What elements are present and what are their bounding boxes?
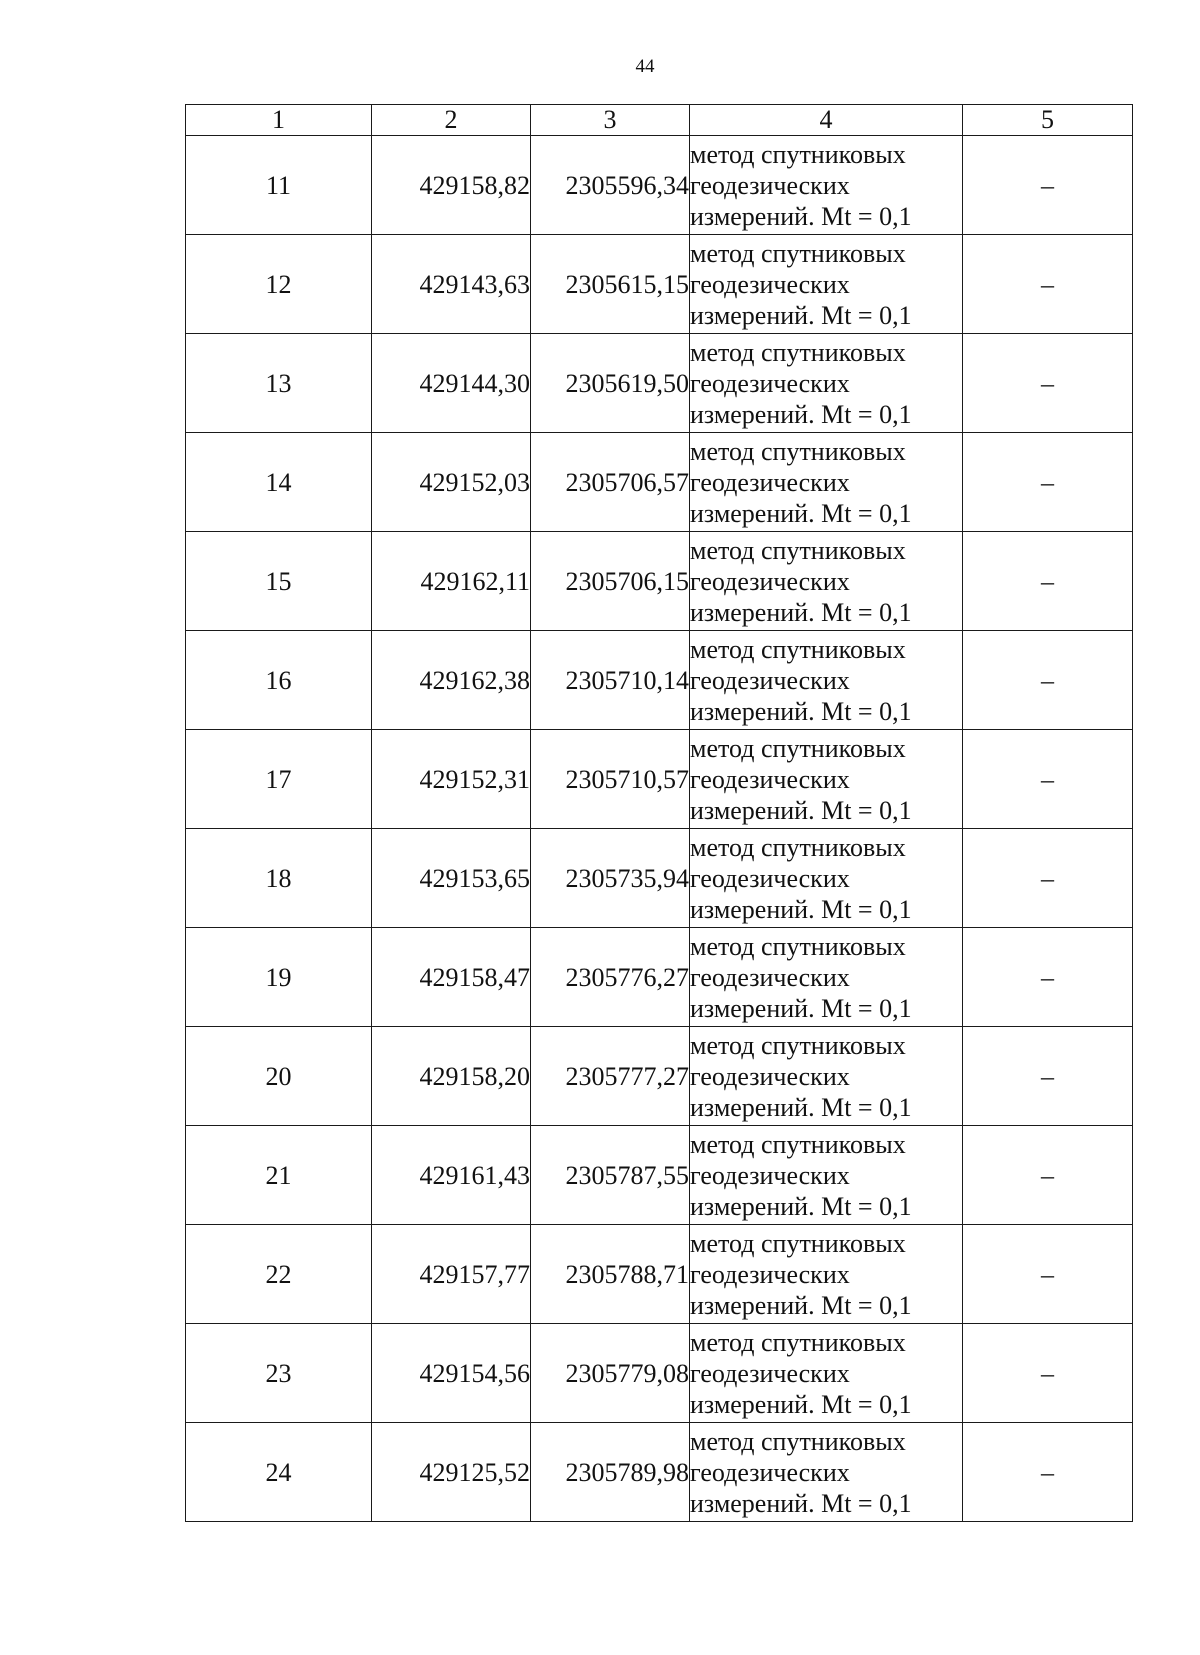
table-row [186, 532, 1133, 631]
table-row [186, 235, 1133, 334]
method-line: метод спутниковых [690, 634, 906, 664]
point-number-cell: 12 [186, 235, 372, 334]
coordinates-table [185, 104, 1133, 1522]
method-line: метод спутниковых [690, 832, 906, 862]
method-description-cell [690, 829, 963, 928]
method-line: геодезических [690, 665, 850, 695]
method-description-cell [690, 1324, 963, 1423]
y-coordinate-cell: 2305779,08 [531, 1324, 690, 1423]
y-coordinate-cell: 2305619,50 [531, 334, 690, 433]
y-coordinate-cell: 2305787,55 [531, 1126, 690, 1225]
note-cell: – [963, 532, 1133, 631]
method-line: измерений. Mt = 0,1 [690, 1290, 912, 1320]
method-line: метод спутниковых [690, 238, 906, 268]
method-line: измерений. Mt = 0,1 [690, 498, 912, 528]
x-coordinate-cell: 429162,11 [372, 532, 531, 631]
y-coordinate-cell: 2305596,34 [531, 136, 690, 235]
y-coordinate-cell: 2305788,71 [531, 1225, 690, 1324]
method-line: метод спутниковых [690, 931, 906, 961]
method-line: геодезических [690, 368, 850, 398]
column-header: 2 [372, 105, 531, 136]
table-row [186, 1324, 1133, 1423]
column-header: 3 [531, 105, 690, 136]
method-description-cell [690, 730, 963, 829]
method-line: геодезических [690, 1259, 850, 1289]
method-line: измерений. Mt = 0,1 [690, 696, 912, 726]
method-line: измерений. Mt = 0,1 [690, 597, 912, 627]
method-line: измерений. Mt = 0,1 [690, 993, 912, 1023]
method-line: геодезических [690, 1358, 850, 1388]
table-row [186, 631, 1133, 730]
method-description-cell [690, 433, 963, 532]
method-line: геодезических [690, 764, 850, 794]
method-line: геодезических [690, 269, 850, 299]
point-number-cell: 16 [186, 631, 372, 730]
y-coordinate-cell: 2305710,57 [531, 730, 690, 829]
method-line: метод спутниковых [690, 1030, 906, 1060]
column-header: 4 [690, 105, 963, 136]
note-cell: – [963, 136, 1133, 235]
method-line: измерений. Mt = 0,1 [690, 1092, 912, 1122]
method-line: метод спутниковых [690, 1228, 906, 1258]
note-cell: – [963, 1027, 1133, 1126]
point-number-cell: 14 [186, 433, 372, 532]
x-coordinate-cell: 429158,47 [372, 928, 531, 1027]
method-line: измерений. Mt = 0,1 [690, 399, 912, 429]
method-line: геодезических [690, 1457, 850, 1487]
x-coordinate-cell: 429143,63 [372, 235, 531, 334]
note-cell: – [963, 334, 1133, 433]
method-line: измерений. Mt = 0,1 [690, 894, 912, 924]
y-coordinate-cell: 2305615,15 [531, 235, 690, 334]
x-coordinate-cell: 429152,31 [372, 730, 531, 829]
method-line: метод спутниковых [690, 337, 906, 367]
note-cell: – [963, 928, 1133, 1027]
x-coordinate-cell: 429152,03 [372, 433, 531, 532]
method-line: геодезических [690, 1160, 850, 1190]
column-number-row [186, 105, 1133, 136]
method-description-cell [690, 334, 963, 433]
x-coordinate-cell: 429158,20 [372, 1027, 531, 1126]
x-coordinate-cell: 429125,52 [372, 1423, 531, 1522]
method-description-cell [690, 1027, 963, 1126]
x-coordinate-cell: 429157,77 [372, 1225, 531, 1324]
x-coordinate-cell: 429144,30 [372, 334, 531, 433]
table-row [186, 1423, 1133, 1522]
point-number-cell: 23 [186, 1324, 372, 1423]
table-row [186, 433, 1133, 532]
column-header: 5 [963, 105, 1133, 136]
point-number-cell: 17 [186, 730, 372, 829]
method-description-cell [690, 928, 963, 1027]
method-line: метод спутниковых [690, 535, 906, 565]
x-coordinate-cell: 429153,65 [372, 829, 531, 928]
note-cell: – [963, 730, 1133, 829]
method-line: метод спутниковых [690, 1129, 906, 1159]
method-description-cell [690, 532, 963, 631]
method-description-cell [690, 1126, 963, 1225]
table-row [186, 1027, 1133, 1126]
note-cell: – [963, 433, 1133, 532]
point-number-cell: 15 [186, 532, 372, 631]
note-cell: – [963, 631, 1133, 730]
method-line: геодезических [690, 467, 850, 497]
point-number-cell: 22 [186, 1225, 372, 1324]
y-coordinate-cell: 2305789,98 [531, 1423, 690, 1522]
method-line: метод спутниковых [690, 1426, 906, 1456]
table-row [186, 334, 1133, 433]
table-row [186, 730, 1133, 829]
method-line: измерений. Mt = 0,1 [690, 1389, 912, 1419]
y-coordinate-cell: 2305776,27 [531, 928, 690, 1027]
method-line: измерений. Mt = 0,1 [690, 795, 912, 825]
x-coordinate-cell: 429158,82 [372, 136, 531, 235]
point-number-cell: 21 [186, 1126, 372, 1225]
table-row [186, 1225, 1133, 1324]
method-line: геодезических [690, 566, 850, 596]
x-coordinate-cell: 429154,56 [372, 1324, 531, 1423]
y-coordinate-cell: 2305777,27 [531, 1027, 690, 1126]
y-coordinate-cell: 2305706,57 [531, 433, 690, 532]
x-coordinate-cell: 429161,43 [372, 1126, 531, 1225]
method-description-cell [690, 1225, 963, 1324]
y-coordinate-cell: 2305710,14 [531, 631, 690, 730]
method-description-cell [690, 631, 963, 730]
method-description-cell [690, 1423, 963, 1522]
page-number: 44 [635, 56, 655, 77]
method-line: геодезических [690, 863, 850, 893]
y-coordinate-cell: 2305735,94 [531, 829, 690, 928]
x-coordinate-cell: 429162,38 [372, 631, 531, 730]
method-line: измерений. Mt = 0,1 [690, 201, 912, 231]
point-number-cell: 11 [186, 136, 372, 235]
method-description-cell [690, 235, 963, 334]
method-line: геодезических [690, 170, 850, 200]
point-number-cell: 20 [186, 1027, 372, 1126]
point-number-cell: 18 [186, 829, 372, 928]
point-number-cell: 13 [186, 334, 372, 433]
note-cell: – [963, 1126, 1133, 1225]
table-row [186, 136, 1133, 235]
note-cell: – [963, 1225, 1133, 1324]
method-line: метод спутниковых [690, 733, 906, 763]
note-cell: – [963, 1423, 1133, 1522]
note-cell: – [963, 1324, 1133, 1423]
method-description-cell [690, 136, 963, 235]
note-cell: – [963, 829, 1133, 928]
table-row [186, 1126, 1133, 1225]
y-coordinate-cell: 2305706,15 [531, 532, 690, 631]
method-line: геодезических [690, 962, 850, 992]
table-row [186, 829, 1133, 928]
method-line: измерений. Mt = 0,1 [690, 1488, 912, 1518]
point-number-cell: 19 [186, 928, 372, 1027]
method-line: метод спутниковых [690, 1327, 906, 1357]
point-number-cell: 24 [186, 1423, 372, 1522]
coordinates-table-body [186, 105, 1133, 1522]
method-line: метод спутниковых [690, 139, 906, 169]
method-line: измерений. Mt = 0,1 [690, 1191, 912, 1221]
method-line: геодезических [690, 1061, 850, 1091]
note-cell: – [963, 235, 1133, 334]
method-line: метод спутниковых [690, 436, 906, 466]
method-line: измерений. Mt = 0,1 [690, 300, 912, 330]
column-header: 1 [186, 105, 372, 136]
table-row [186, 928, 1133, 1027]
